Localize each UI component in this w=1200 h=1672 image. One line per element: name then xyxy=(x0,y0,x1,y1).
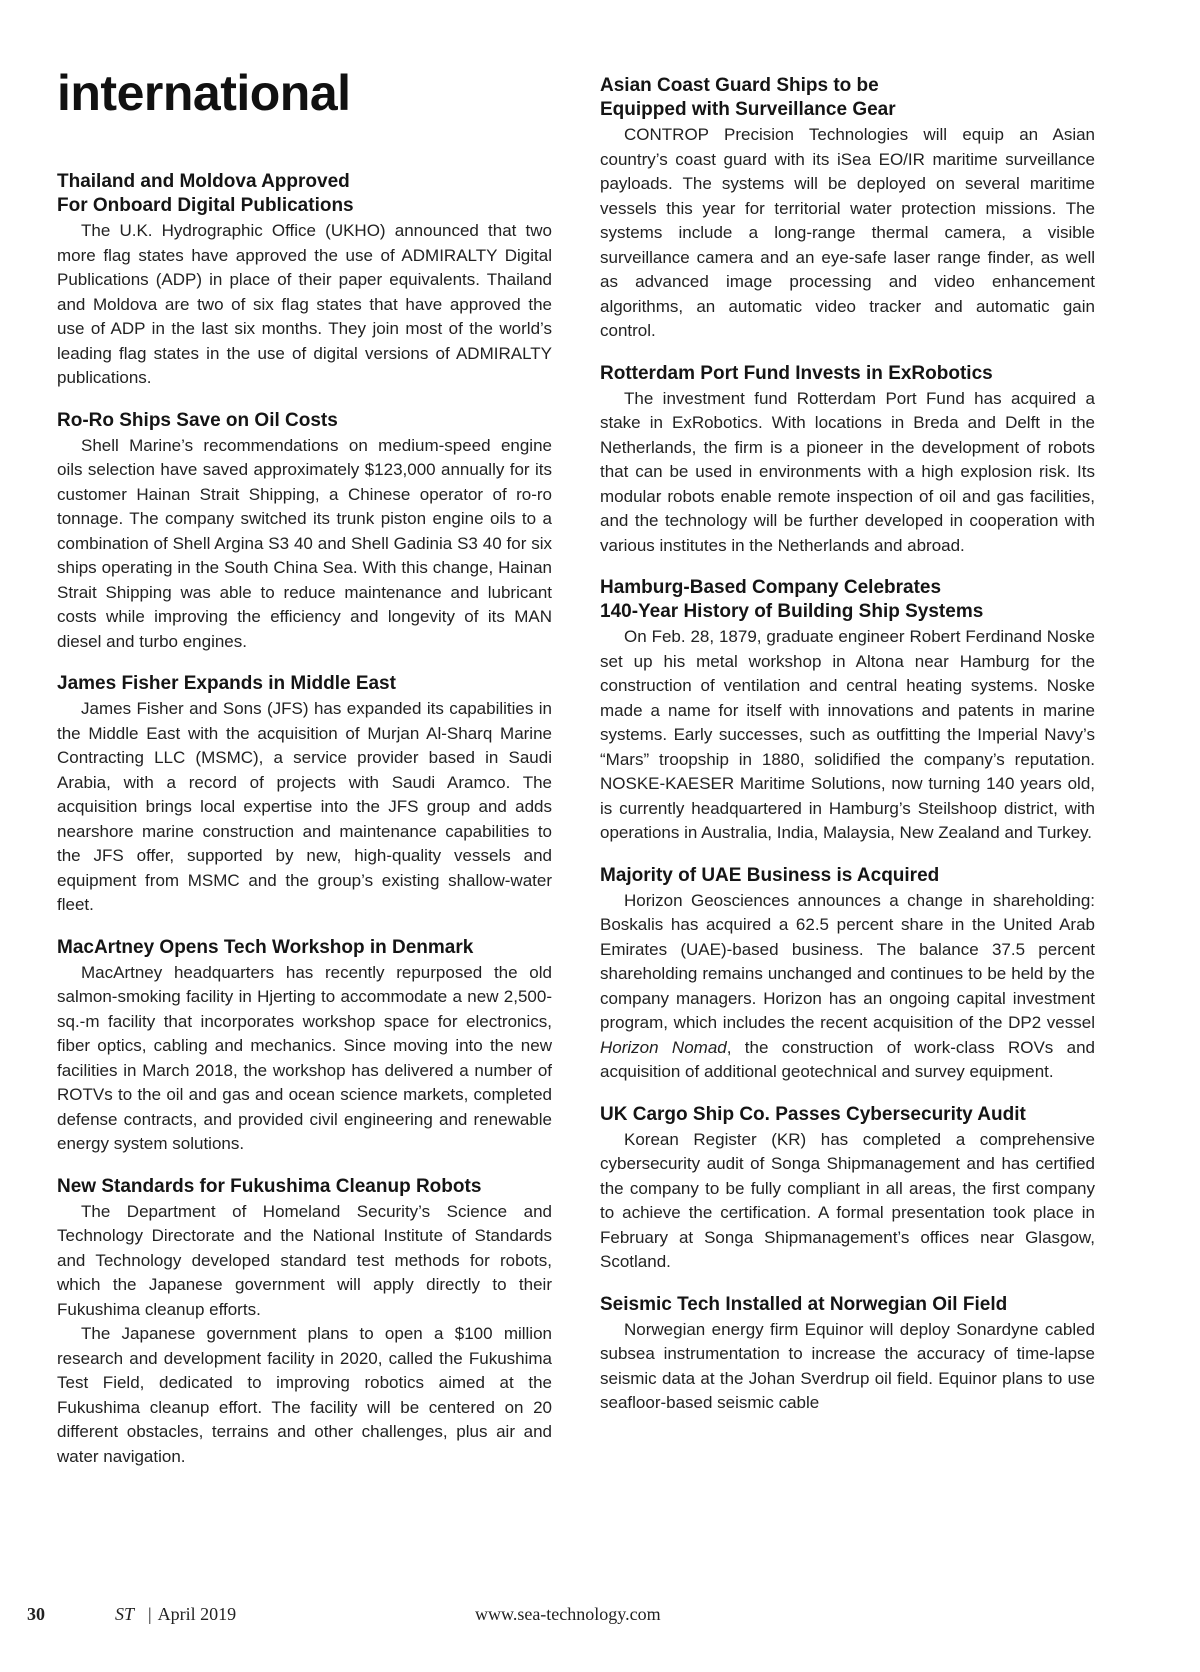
article-uk-cargo xyxy=(600,1103,1095,1275)
article-rotterdam xyxy=(600,362,1095,559)
article-headline: Majority of UAE Business is Acquired xyxy=(600,864,940,886)
article-thailand-moldova xyxy=(57,170,552,391)
article-body: Norwegian energy firm Equinor will deploy Sonardyne cabled subsea instrumentation to increase the accuracy of time-lapse seismic data at the Johan Sverdrup oil field. Equinor plans to use seafloor-based seismic cable xyxy=(600,1319,1095,1412)
article-headline: Ro-Ro Ships Save on Oil Costs xyxy=(57,409,338,431)
article-macartney xyxy=(57,936,552,1157)
article-headline: Rotterdam Port Fund Invests in ExRobotics xyxy=(600,362,993,384)
article-body: Korean Register (KR) has completed a comprehensive cybersecurity audit of Songa Shipmanagement and has certified the company to be fully compliant in all areas, the first company to achieve the certification. A formal presentation took place in February at Songa Shipmanagement’s offices near Glasgow, Scotland. xyxy=(600,1129,1095,1271)
issue-date: April 2019 xyxy=(157,1604,237,1624)
article-body: The Department of Homeland Security’s Science and Technology Directorate and the National Institute of Standards and Technology developed standard test methods for robots, which the Japanese government will apply directly to their Fukushima cleanup efforts. xyxy=(57,1201,552,1319)
article-seismic-tech xyxy=(600,1293,1095,1416)
article-headline: Hamburg-Based Company Celebrates 140-Year History of Building Ship Systems xyxy=(600,577,984,622)
article-headline: New Standards for Fukushima Cleanup Robots xyxy=(57,1175,482,1197)
article-asian-coast-guard xyxy=(600,74,1095,344)
article-body: CONTROP Precision Technologies will equip an Asian country’s coast guard with its iSea EO/IR maritime surveillance payloads. The systems will be deployed on several maritime vessels this year for territorial water protection missions. The systems include a long-range thermal camera, a visible surveillance camera and an eye-safe laser range finder, as well as advanced image processing and video enhancement algorithms, an automatic video tracker and automatic gain control. xyxy=(600,125,1095,340)
article-headline: Thailand and Moldova Approved For Onboard Digital Publications xyxy=(57,171,354,216)
article-hamburg xyxy=(600,576,1095,846)
article-body: The investment fund Rotterdam Port Fund has acquired a stake in ExRobotics. With locations in Breda and Delft in the Netherlands, the firm is a pioneer in the development of robots that can be used in environments with a high explosion risk. Its modular robots enable remote inspection of oil and gas facilities, and the technology will be further developed in cooperation with various institutes in the Netherlands and abroad. xyxy=(600,388,1095,555)
article-body: The Japanese government plans to open a $100 million research and development facility in 2020, called the Fukushima Test Field, dedicated to improving robotics aimed at the Fukushima cleanup effort. The facility will be centered on 20 different obstacles, terrains and other challenges, plus air and water navigation. xyxy=(57,1324,552,1466)
magazine-abbrev: ST xyxy=(115,1604,135,1624)
website-url: www.sea-technology.com xyxy=(475,1604,661,1624)
vessel-name: Horizon Nomad xyxy=(600,1037,727,1057)
article-headline: Seismic Tech Installed at Norwegian Oil Field xyxy=(600,1293,1008,1315)
article-body: The U.K. Hydrographic Office (UKHO) announced that two more flag states have approved the use of ADMIRALTY Digital Publications (ADP) in place of their paper equivalents. Thailand and Moldova are two of six flag states that have approved the use of ADP in the last six months. They join most of the world’s leading flag states in the use of digital versions of ADMIRALTY publications. xyxy=(57,221,552,387)
article-headline: UK Cargo Ship Co. Passes Cybersecurity Audit xyxy=(600,1103,1026,1125)
article-james-fisher xyxy=(57,672,552,918)
article-body: On Feb. 28, 1879, graduate engineer Robert Ferdinand Noske set up his metal workshop in Altona near Hamburg for the construction of ventilation and central heating systems. Noske made a name for itself with innovations and patents in marine systems. Early successes, such as outfitting the Imperial Navy’s “Mars” troopship in 1880, solidified the company’s reputation. NOSKE-KAESER Maritime Solutions, now turning 140 years old, is currently headquartered in Hamburg’s Steilshoop district, with operations in Australia, India, Malaysia, New Zealand and Turkey. xyxy=(600,627,1095,842)
article-headline: Asian Coast Guard Ships to be Equipped with Surveillance Gear xyxy=(600,75,896,120)
article-roro-ships xyxy=(57,409,552,655)
page-title: international xyxy=(57,65,351,121)
article-fukushima xyxy=(57,1175,552,1470)
page-number: 30 xyxy=(27,1604,45,1624)
right-column xyxy=(600,74,1095,1434)
article-body: James Fisher and Sons (JFS) has expanded its capabilities in the Middle East with the acquisition of Murjan Al-Sharq Marine Contracting LLC (MSMC), a service provider based in Saudi Arabia, with a record of projects with Saudi Aramco. The acquisition brings local expertise into the JFS group and adds nearshore marine construction and maintenance capabilities to the JFS offer, supported by new, high-quality vessels and equipment from MSMC and the group’s existing shallow-water fleet. xyxy=(57,699,552,914)
article-body: MacArtney headquarters has recently repurposed the old salmon-smoking facility in Hjerting to accommodate a new 2,500-sq.-m facility that incorporates workshop space for electronics, fiber optics, cabling and mechanics. Since moving into the new facilities in March 2018, the workshop has delivered a number of ROTVs to the oil and gas and ocean science markets, completed defense contracts, and provided civil engineering and renewable energy system solutions. xyxy=(57,962,552,1153)
article-headline: James Fisher Expands in Middle East xyxy=(57,673,396,694)
article-body: Horizon Geosciences announces a change in shareholding: Boskalis has acquired a 62.5 percent share in the United Arab Emirates (UAE)-based business. The balance 37.5 percent shareholding remains unchanged and continues to be held by the company managers. Horizon has an ongoing capital investment program, which includes the recent acquisition of the DP2 vessel Horizon Nomad, the construction of work-class ROVs and acquisition of additional geotechnical and survey equipment. xyxy=(600,890,1095,1081)
article-uae-business xyxy=(600,864,1095,1085)
article-headline: MacArtney Opens Tech Workshop in Denmark xyxy=(57,936,474,958)
issue-info: ST | April 2019 xyxy=(115,1604,237,1624)
article-body: Shell Marine’s recommendations on medium-speed engine oils selection have saved approximately $123,000 annually for its customer Hainan Strait Shipping, a Chinese operator of ro-ro tonnage. The company switched its trunk piston engine oils to a combination of Shell Argina S3 40 and Shell Gadinia S3 40 for six ships operating in the South China Sea. With this change, Hainan Strait Shipping was able to reduce maintenance and lubricant costs while improving the efficiency and longevity of its MAN diesel and turbo engines. xyxy=(57,435,552,651)
left-column xyxy=(57,170,552,1487)
